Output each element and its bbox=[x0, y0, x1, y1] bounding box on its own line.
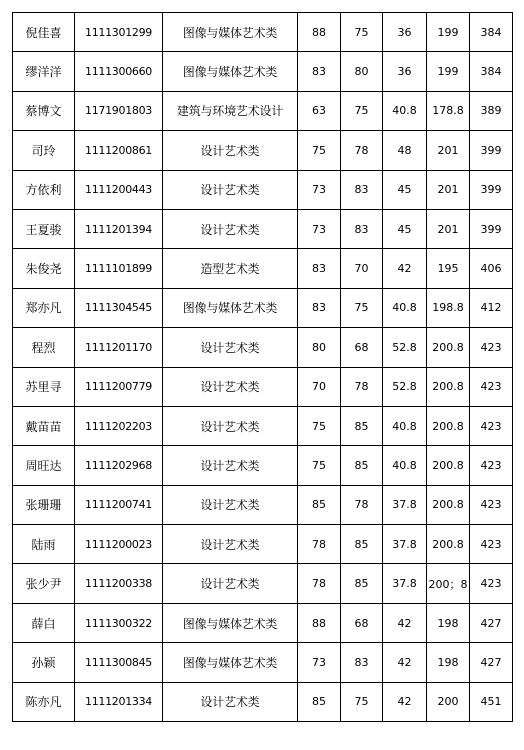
name-cell: 陆雨 bbox=[13, 525, 75, 564]
score-2-cell: 83 bbox=[341, 643, 383, 682]
id-cell: 1111200443 bbox=[75, 170, 163, 209]
score-2-cell: 80 bbox=[341, 52, 383, 91]
table-row bbox=[13, 131, 513, 170]
name-cell: 司玲 bbox=[13, 131, 75, 170]
rank-cell: 399 bbox=[470, 131, 513, 170]
rank-cell: 423 bbox=[470, 485, 513, 524]
rank-cell: 389 bbox=[470, 91, 513, 130]
total-cell: 200 bbox=[427, 682, 470, 721]
major-cell: 设计艺术类 bbox=[163, 131, 298, 170]
score-3-cell: 42 bbox=[383, 249, 427, 288]
name-cell: 张少尹 bbox=[13, 564, 75, 603]
rank-cell: 451 bbox=[470, 682, 513, 721]
name-cell: 张珊珊 bbox=[13, 485, 75, 524]
table-row bbox=[13, 682, 513, 721]
score-2-cell: 75 bbox=[341, 682, 383, 721]
total-cell: 199 bbox=[427, 52, 470, 91]
score-2-cell: 78 bbox=[341, 131, 383, 170]
table-row bbox=[13, 13, 513, 52]
score-3-cell: 40.8 bbox=[383, 406, 427, 445]
score-1-cell: 85 bbox=[298, 485, 341, 524]
score-1-cell: 75 bbox=[298, 406, 341, 445]
id-cell: 1111202203 bbox=[75, 406, 163, 445]
score-2-cell: 83 bbox=[341, 209, 383, 248]
score-3-cell: 52.8 bbox=[383, 328, 427, 367]
score-3-cell: 42 bbox=[383, 603, 427, 642]
id-cell: 1111201334 bbox=[75, 682, 163, 721]
name-cell: 郑亦凡 bbox=[13, 288, 75, 327]
score-2-cell: 68 bbox=[341, 603, 383, 642]
table-row bbox=[13, 603, 513, 642]
score-2-cell: 75 bbox=[341, 288, 383, 327]
table-row bbox=[13, 209, 513, 248]
name-cell: 戴苗苗 bbox=[13, 406, 75, 445]
score-2-cell: 85 bbox=[341, 525, 383, 564]
id-cell: 1111200741 bbox=[75, 485, 163, 524]
score-1-cell: 83 bbox=[298, 288, 341, 327]
total-cell: 199 bbox=[427, 13, 470, 52]
score-1-cell: 73 bbox=[298, 170, 341, 209]
total-cell: 200.8 bbox=[427, 367, 470, 406]
score-2-cell: 75 bbox=[341, 13, 383, 52]
id-cell: 1111300322 bbox=[75, 603, 163, 642]
table-row bbox=[13, 288, 513, 327]
name-cell: 周旺达 bbox=[13, 446, 75, 485]
rank-cell: 423 bbox=[470, 564, 513, 603]
id-cell: 1111300845 bbox=[75, 643, 163, 682]
major-cell: 图像与媒体艺术类 bbox=[163, 643, 298, 682]
major-cell: 设计艺术类 bbox=[163, 446, 298, 485]
score-1-cell: 75 bbox=[298, 131, 341, 170]
major-cell: 设计艺术类 bbox=[163, 367, 298, 406]
rank-cell: 427 bbox=[470, 643, 513, 682]
score-1-cell: 78 bbox=[298, 564, 341, 603]
major-cell: 造型艺术类 bbox=[163, 249, 298, 288]
id-cell: 1111201170 bbox=[75, 328, 163, 367]
table-row bbox=[13, 485, 513, 524]
id-cell: 1111300660 bbox=[75, 52, 163, 91]
score-3-cell: 40.8 bbox=[383, 446, 427, 485]
rank-cell: 412 bbox=[470, 288, 513, 327]
id-cell: 1111301299 bbox=[75, 13, 163, 52]
table-row bbox=[13, 367, 513, 406]
score-3-cell: 42 bbox=[383, 682, 427, 721]
id-cell: 1111200861 bbox=[75, 131, 163, 170]
table-row bbox=[13, 564, 513, 603]
score-2-cell: 85 bbox=[341, 446, 383, 485]
score-1-cell: 73 bbox=[298, 643, 341, 682]
total-cell: 201 bbox=[427, 131, 470, 170]
total-cell: 201 bbox=[427, 170, 470, 209]
major-cell: 设计艺术类 bbox=[163, 564, 298, 603]
total-cell: 200；8 bbox=[427, 564, 470, 603]
id-cell: 1111200023 bbox=[75, 525, 163, 564]
rank-cell: 406 bbox=[470, 249, 513, 288]
name-cell: 薛白 bbox=[13, 603, 75, 642]
score-3-cell: 45 bbox=[383, 170, 427, 209]
total-cell: 200.8 bbox=[427, 406, 470, 445]
score-2-cell: 75 bbox=[341, 91, 383, 130]
score-1-cell: 88 bbox=[298, 603, 341, 642]
table-row bbox=[13, 91, 513, 130]
total-cell: 200.8 bbox=[427, 485, 470, 524]
rank-cell: 423 bbox=[470, 367, 513, 406]
score-table bbox=[12, 12, 513, 722]
table-row bbox=[13, 643, 513, 682]
table-row bbox=[13, 249, 513, 288]
score-3-cell: 37.8 bbox=[383, 525, 427, 564]
table-row bbox=[13, 170, 513, 209]
total-cell: 201 bbox=[427, 209, 470, 248]
major-cell: 图像与媒体艺术类 bbox=[163, 288, 298, 327]
score-3-cell: 52.8 bbox=[383, 367, 427, 406]
score-1-cell: 85 bbox=[298, 682, 341, 721]
score-1-cell: 70 bbox=[298, 367, 341, 406]
score-3-cell: 48 bbox=[383, 131, 427, 170]
name-cell: 孙颖 bbox=[13, 643, 75, 682]
rank-cell: 399 bbox=[470, 170, 513, 209]
score-1-cell: 88 bbox=[298, 13, 341, 52]
id-cell: 1111101899 bbox=[75, 249, 163, 288]
score-3-cell: 40.8 bbox=[383, 91, 427, 130]
id-cell: 1111202968 bbox=[75, 446, 163, 485]
score-3-cell: 36 bbox=[383, 13, 427, 52]
major-cell: 建筑与环境艺术设计 bbox=[163, 91, 298, 130]
table-body bbox=[13, 13, 513, 722]
id-cell: 1111304545 bbox=[75, 288, 163, 327]
score-1-cell: 83 bbox=[298, 52, 341, 91]
rank-cell: 423 bbox=[470, 446, 513, 485]
score-3-cell: 36 bbox=[383, 52, 427, 91]
name-cell: 缪洋洋 bbox=[13, 52, 75, 91]
total-cell: 200.8 bbox=[427, 446, 470, 485]
id-cell: 1111200779 bbox=[75, 367, 163, 406]
table-row bbox=[13, 328, 513, 367]
total-cell: 198 bbox=[427, 603, 470, 642]
id-cell: 1111200338 bbox=[75, 564, 163, 603]
rank-cell: 423 bbox=[470, 525, 513, 564]
score-1-cell: 73 bbox=[298, 209, 341, 248]
score-2-cell: 78 bbox=[341, 485, 383, 524]
name-cell: 陈亦凡 bbox=[13, 682, 75, 721]
score-1-cell: 83 bbox=[298, 249, 341, 288]
score-2-cell: 85 bbox=[341, 564, 383, 603]
major-cell: 图像与媒体艺术类 bbox=[163, 603, 298, 642]
score-3-cell: 37.8 bbox=[383, 564, 427, 603]
name-cell: 倪佳喜 bbox=[13, 13, 75, 52]
major-cell: 设计艺术类 bbox=[163, 209, 298, 248]
major-cell: 图像与媒体艺术类 bbox=[163, 52, 298, 91]
score-3-cell: 40.8 bbox=[383, 288, 427, 327]
total-cell: 198 bbox=[427, 643, 470, 682]
score-3-cell: 42 bbox=[383, 643, 427, 682]
score-2-cell: 70 bbox=[341, 249, 383, 288]
major-cell: 图像与媒体艺术类 bbox=[163, 13, 298, 52]
major-cell: 设计艺术类 bbox=[163, 170, 298, 209]
major-cell: 设计艺术类 bbox=[163, 328, 298, 367]
score-3-cell: 45 bbox=[383, 209, 427, 248]
name-cell: 王夏骏 bbox=[13, 209, 75, 248]
score-2-cell: 68 bbox=[341, 328, 383, 367]
major-cell: 设计艺术类 bbox=[163, 485, 298, 524]
major-cell: 设计艺术类 bbox=[163, 406, 298, 445]
score-1-cell: 80 bbox=[298, 328, 341, 367]
total-cell: 198.8 bbox=[427, 288, 470, 327]
major-cell: 设计艺术类 bbox=[163, 525, 298, 564]
total-cell: 200.8 bbox=[427, 525, 470, 564]
rank-cell: 384 bbox=[470, 52, 513, 91]
rank-cell: 427 bbox=[470, 603, 513, 642]
name-cell: 程烈 bbox=[13, 328, 75, 367]
table-row bbox=[13, 52, 513, 91]
table-row bbox=[13, 525, 513, 564]
rank-cell: 399 bbox=[470, 209, 513, 248]
score-2-cell: 78 bbox=[341, 367, 383, 406]
name-cell: 朱俊尧 bbox=[13, 249, 75, 288]
total-cell: 178.8 bbox=[427, 91, 470, 130]
id-cell: 1171901803 bbox=[75, 91, 163, 130]
name-cell: 方依利 bbox=[13, 170, 75, 209]
rank-cell: 423 bbox=[470, 328, 513, 367]
table-row bbox=[13, 446, 513, 485]
score-1-cell: 75 bbox=[298, 446, 341, 485]
score-3-cell: 37.8 bbox=[383, 485, 427, 524]
score-1-cell: 78 bbox=[298, 525, 341, 564]
name-cell: 苏里寻 bbox=[13, 367, 75, 406]
table-row bbox=[13, 406, 513, 445]
rank-cell: 384 bbox=[470, 13, 513, 52]
rank-cell: 423 bbox=[470, 406, 513, 445]
total-cell: 195 bbox=[427, 249, 470, 288]
total-cell: 200.8 bbox=[427, 328, 470, 367]
major-cell: 设计艺术类 bbox=[163, 682, 298, 721]
score-2-cell: 83 bbox=[341, 170, 383, 209]
name-cell: 蔡博文 bbox=[13, 91, 75, 130]
id-cell: 1111201394 bbox=[75, 209, 163, 248]
score-2-cell: 85 bbox=[341, 406, 383, 445]
score-1-cell: 63 bbox=[298, 91, 341, 130]
